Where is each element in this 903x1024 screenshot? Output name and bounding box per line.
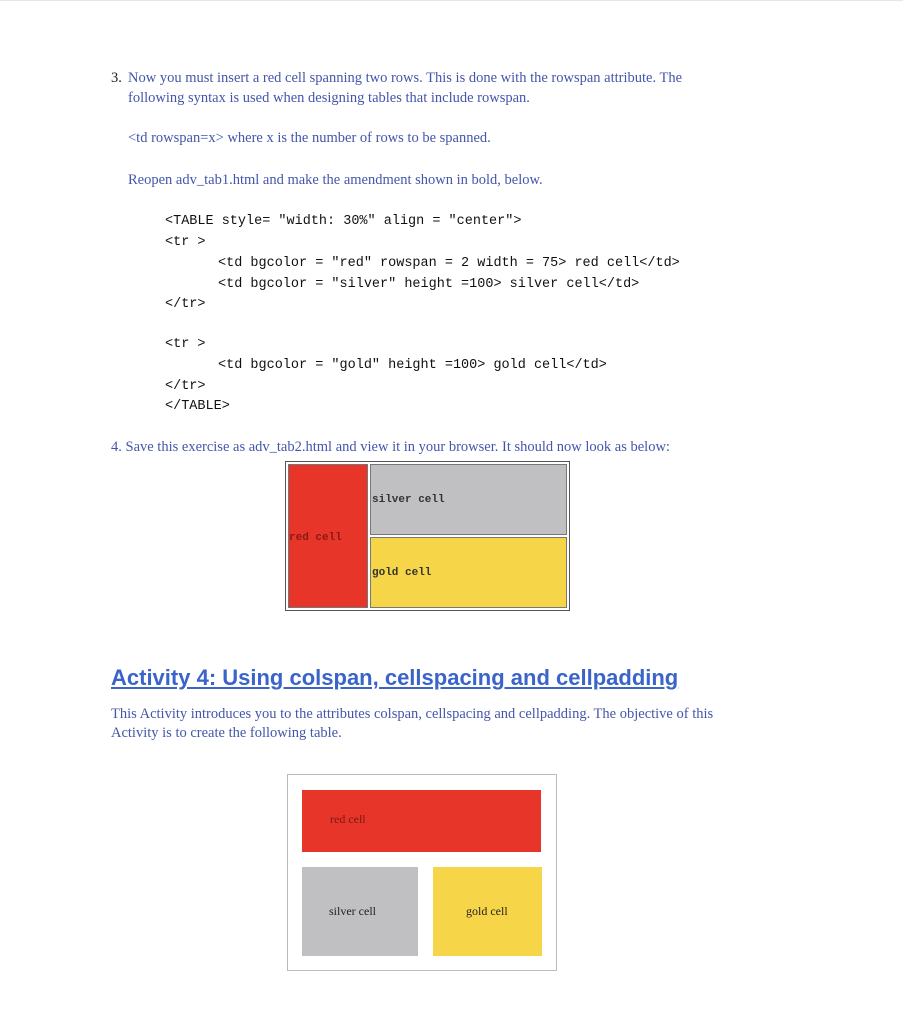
step3-line1: Now you must insert a red cell spanning two rows. This is done with the rowspan attribute. The bbox=[128, 70, 683, 86]
silver-cell-label: silver cell bbox=[372, 494, 445, 506]
red-cell-label: red cell bbox=[289, 532, 342, 544]
activity4-line2: Activity is to create the following table. bbox=[111, 725, 342, 741]
code-line-tr-open-1: <tr > bbox=[165, 235, 206, 250]
red-cell-label: red cell bbox=[330, 812, 366, 826]
code-line-table-open: <TABLE style= "width: 30%" align = "center"> bbox=[165, 214, 522, 229]
code-line-td-gold: <td bgcolor = "gold" height =100> gold cell</td> bbox=[218, 358, 607, 373]
colspan-table-figure bbox=[287, 774, 557, 971]
silver-cell bbox=[370, 464, 567, 535]
code-line-td-red: <td bgcolor = "red" rowspan = 2 width = 75> red cell</td> bbox=[218, 256, 680, 271]
code-line-table-close: </TABLE> bbox=[165, 399, 230, 414]
gold-cell bbox=[370, 537, 567, 608]
reopen-instruction: Reopen adv_tab1.html and make the amendment shown in bold, below. bbox=[128, 172, 543, 188]
step3-number: 3. bbox=[111, 70, 122, 86]
activity4-heading: Activity 4: Using colspan, cellspacing and cellpadding bbox=[111, 665, 679, 690]
silver-cell bbox=[302, 867, 418, 956]
gold-cell-label: gold cell bbox=[372, 567, 432, 579]
silver-cell-label: silver cell bbox=[329, 904, 376, 918]
activity4-line1: This Activity introduces you to the attributes colspan, cellspacing and cellpadding. The objective of this bbox=[111, 706, 714, 722]
code-line-tr-close-1: </tr> bbox=[165, 297, 206, 312]
red-cell bbox=[302, 790, 541, 852]
top-rule bbox=[0, 0, 903, 1]
rowspan-syntax: <td rowspan=x> where x is the number of rows to be spanned. bbox=[128, 130, 491, 146]
gold-cell-label: gold cell bbox=[466, 904, 508, 918]
code-line-tr-open-2: <tr > bbox=[165, 337, 206, 352]
rowspan-table-figure bbox=[285, 461, 570, 611]
step3-line2: following syntax is used when designing tables that include rowspan. bbox=[128, 90, 530, 106]
code-line-tr-close-2: </tr> bbox=[165, 379, 206, 394]
red-cell bbox=[288, 464, 368, 608]
gold-cell bbox=[433, 867, 542, 956]
step4-text: 4. Save this exercise as adv_tab2.html and view it in your browser. It should now look as below: bbox=[111, 439, 670, 455]
code-line-td-silver: <td bgcolor = "silver" height =100> silver cell</td> bbox=[218, 277, 640, 292]
